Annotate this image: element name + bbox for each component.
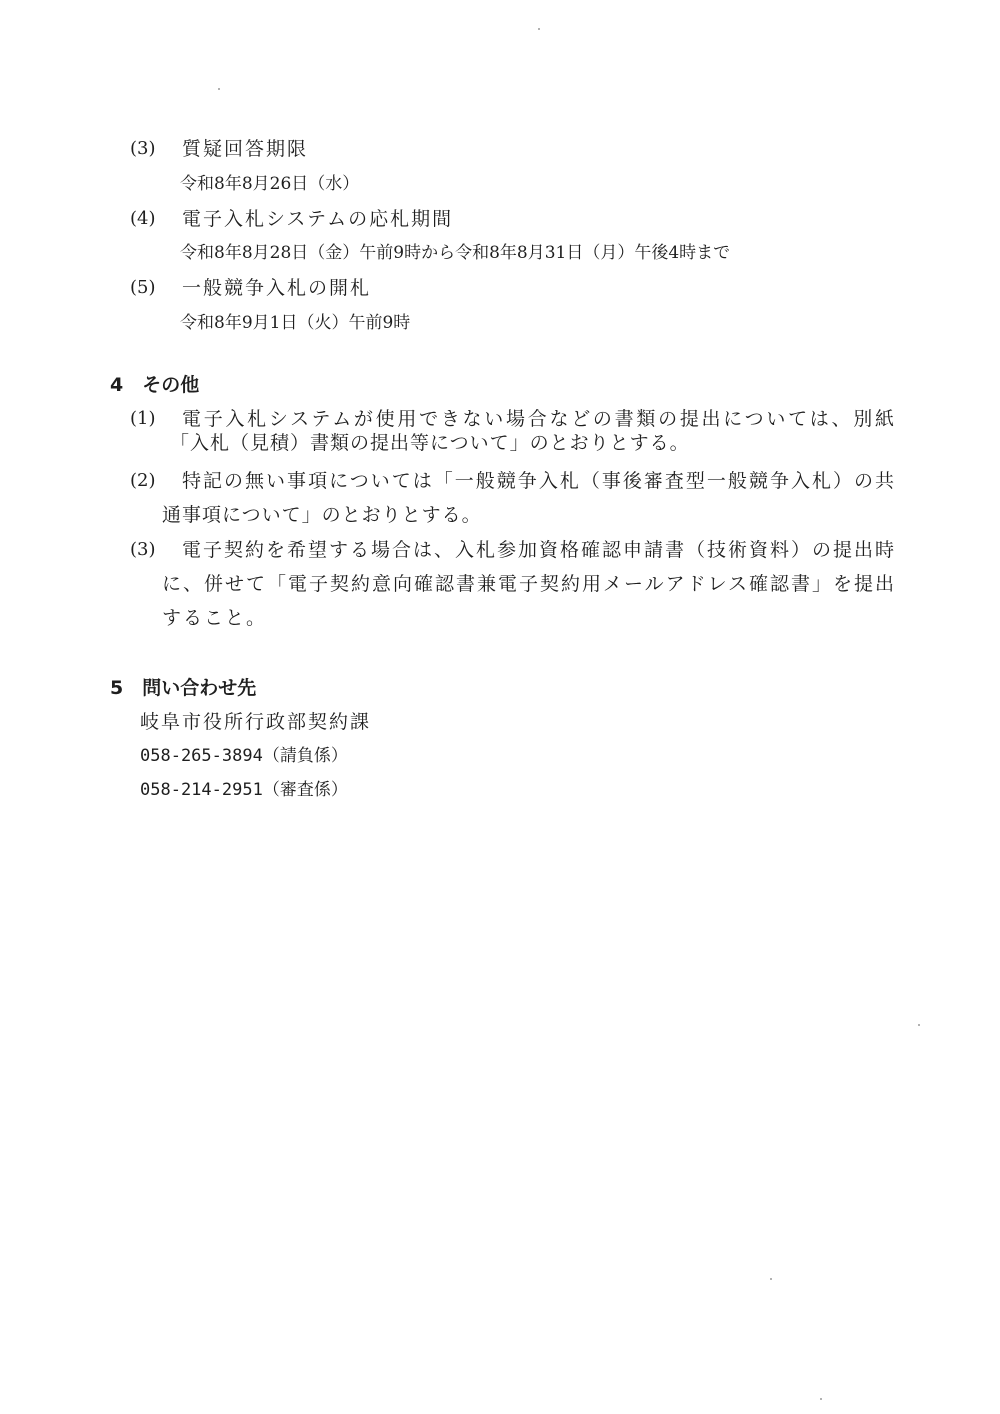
item-detail: 令和8年8月28日（金）午前9時から令和8年8月31日（月）午後4時まで bbox=[180, 243, 731, 263]
item-number: (2) bbox=[130, 470, 156, 491]
item-text-line: 通事項について」のとおりとする。 bbox=[162, 504, 482, 526]
contact-phone: 058-214-2951（審査係） bbox=[140, 780, 348, 800]
scan-speck bbox=[218, 88, 220, 90]
section-heading: 4 その他 bbox=[110, 374, 200, 396]
item-number: (5) bbox=[130, 277, 156, 298]
item-text-line: 特記の無い事項については「一般競争入札（事後審査型一般競争入札）の共 bbox=[182, 470, 894, 492]
item-title: 電子入札システムの応札期間 bbox=[182, 208, 454, 230]
item-number: (1) bbox=[130, 408, 156, 429]
item-text-line: 電子契約を希望する場合は、入札参加資格確認申請書（技術資料）の提出時 bbox=[182, 539, 894, 561]
item-text-line: すること。 bbox=[162, 607, 268, 629]
item-detail: 令和8年8月26日（水） bbox=[180, 174, 360, 194]
item-title: 質疑回答期限 bbox=[182, 138, 309, 160]
scan-speck bbox=[538, 28, 540, 30]
item-number: (3) bbox=[130, 138, 156, 159]
scan-speck bbox=[918, 1024, 920, 1026]
item-text-line: に、併せて「電子契約意向確認書兼電子契約用メールアドレス確認書」を提出 bbox=[162, 573, 894, 595]
item-number: (4) bbox=[130, 208, 156, 229]
item-text-line: 電子入札システムが使用できない場合などの書類の提出については、別紙 bbox=[182, 408, 894, 430]
contact-department: 岐阜市役所行政部契約課 bbox=[140, 711, 372, 733]
scan-speck bbox=[770, 1278, 772, 1280]
section-heading: 5 問い合わせ先 bbox=[110, 677, 257, 699]
item-number: (3) bbox=[130, 539, 156, 560]
item-detail: 令和8年9月1日（火）午前9時 bbox=[180, 313, 411, 333]
item-title: 一般競争入札の開札 bbox=[182, 277, 372, 299]
contact-phone: 058-265-3894（請負係） bbox=[140, 746, 348, 766]
scan-speck bbox=[820, 1398, 822, 1400]
item-text-line: 「入札（見積）書類の提出等について」のとおりとする。 bbox=[170, 432, 690, 454]
